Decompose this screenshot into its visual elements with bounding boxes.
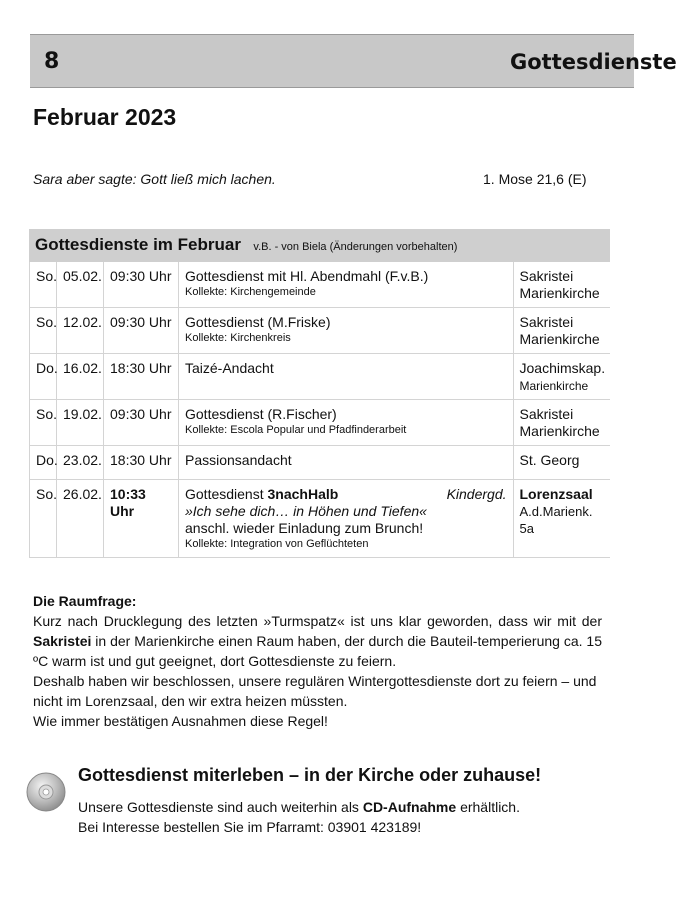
place-name: Joachimskap. <box>519 360 606 376</box>
place-cell <box>513 262 610 308</box>
event-cell <box>179 446 514 480</box>
event-title: Gottesdienst (M.Friske) <box>185 314 331 330</box>
day-cell: Do. <box>30 446 57 480</box>
event-cell <box>179 400 514 446</box>
place-name: Lorenzsaal <box>519 486 593 502</box>
collection-note: Kollekte: Kirchengemeinde <box>185 286 316 298</box>
event-cell <box>179 262 514 308</box>
date-cell: 23.02. <box>57 446 104 480</box>
time-cell: 18:30 Uhr <box>104 354 179 400</box>
event-tag: Kindergd. <box>446 486 507 502</box>
event-title: Gottesdienst mit Hl. Abendmahl (F.v.B.) <box>185 268 429 284</box>
event-title: Gottesdienst <box>185 486 264 502</box>
place-cell <box>513 354 610 400</box>
place-sub: Marienkirche <box>519 331 600 347</box>
place-cell <box>513 480 610 558</box>
place-name: Sakristei <box>519 268 574 284</box>
raumfrage-section <box>33 591 602 731</box>
cd-line2: Bei Interesse bestellen Sie im Pfarramt: 03901 423189! <box>78 819 422 835</box>
cd-title: Gottesdienst miterleben – in der Kirche oder zuhause! <box>78 765 542 785</box>
section-title: Gottesdienste <box>510 50 677 74</box>
time-cell: 10:33 Uhr <box>104 480 179 558</box>
event-title: Gottesdienst (R.Fischer) <box>185 406 337 422</box>
collection-note: Kollekte: Escola Popular und Pfadfinderarbeit <box>185 424 407 436</box>
day-cell: So. <box>30 400 57 446</box>
cd-icon <box>26 772 66 812</box>
month-title: Februar 2023 <box>33 104 177 130</box>
cd-line1-end: erhältlich. <box>460 799 520 815</box>
place-cell <box>513 446 610 480</box>
collection-note: Kollekte: Integration von Geflüchteten <box>185 538 369 550</box>
day-cell: So. <box>30 480 57 558</box>
date-cell: 12.02. <box>57 308 104 354</box>
page-number: 8 <box>44 49 60 74</box>
table-row <box>30 480 611 558</box>
event-cell <box>179 480 514 558</box>
table-row <box>30 446 611 480</box>
services-grid <box>29 262 610 558</box>
event-cell <box>179 354 514 400</box>
date-cell: 26.02. <box>57 480 104 558</box>
place-name: Sakristei <box>519 314 574 330</box>
date-cell: 16.02. <box>57 354 104 400</box>
table-row <box>30 262 611 308</box>
event-title-bold: 3nachHalb <box>267 486 339 502</box>
raumfrage-title: Die Raumfrage: <box>33 593 137 609</box>
event-title: Taizé-Andacht <box>185 360 274 376</box>
place-sub: Marienkirche <box>519 423 600 439</box>
services-title: Gottesdienste im Februar <box>35 235 241 254</box>
place-name: Sakristei <box>519 406 574 422</box>
day-cell: Do. <box>30 354 57 400</box>
place-sub: A.d.Marienk. 5a <box>519 504 593 536</box>
cd-line1: Unsere Gottesdienste sind auch weiterhin als <box>78 799 359 815</box>
event-motto: »Ich sehe dich… in Höhen und Tiefen« <box>185 503 427 519</box>
services-note: v.B. - von Biela (Änderungen vorbehalten) <box>253 241 458 253</box>
cd-bold: CD-Aufnahme <box>362 799 457 815</box>
time-cell: 09:30 Uhr <box>104 308 179 354</box>
raumfrage-paragraph: Deshalb haben wir beschlossen, unsere regulären Wintergottesdienste dort zu feiern – und nicht im Lorenzsaal, den wir extra heizen müssten. <box>33 673 597 709</box>
event-invite: anschl. wieder Einladung zum Brunch! <box>185 520 424 536</box>
place-sub: Marienkirche <box>519 285 600 301</box>
time-cell: 18:30 Uhr <box>104 446 179 480</box>
time-cell: 09:30 Uhr <box>104 262 179 308</box>
bible-reference: 1. Mose 21,6 (E) <box>483 171 587 187</box>
day-cell: So. <box>30 262 57 308</box>
cd-text <box>78 797 520 837</box>
place-cell <box>513 308 610 354</box>
place-name: St. Georg <box>519 452 580 468</box>
bible-quote: Sara aber sagte: Gott ließ mich lachen. <box>33 171 276 187</box>
table-row <box>30 400 611 446</box>
raumfrage-paragraph: Wie immer bestätigen Ausnahmen diese Regel! <box>33 713 328 729</box>
services-table <box>29 229 610 558</box>
date-cell: 19.02. <box>57 400 104 446</box>
time-cell: 09:30 Uhr <box>104 400 179 446</box>
raumfrage-text: Kurz nach Drucklegung des letzten »Turmspatz« ist uns klar geworden, dass wir mit der <box>33 613 602 629</box>
services-header <box>29 229 610 262</box>
table-row <box>30 354 611 400</box>
event-cell <box>179 308 514 354</box>
day-cell: So. <box>30 308 57 354</box>
header-bar <box>30 34 677 88</box>
place-sub: Marienkirche <box>519 379 589 393</box>
place-cell <box>513 400 610 446</box>
raumfrage-text: in der Marienkirche einen Raum haben, der durch die Bauteil-temperierung ca. 15 ºC warm ist und gut geeignet, dort Gottesdienste zu feiern. <box>33 633 602 669</box>
raumfrage-paragraph <box>33 611 602 671</box>
table-row <box>30 308 611 354</box>
date-cell: 05.02. <box>57 262 104 308</box>
raumfrage-bold: Sakristei <box>33 633 92 649</box>
collection-note: Kollekte: Kirchenkreis <box>185 332 291 344</box>
event-title: Passionsandacht <box>185 452 292 468</box>
